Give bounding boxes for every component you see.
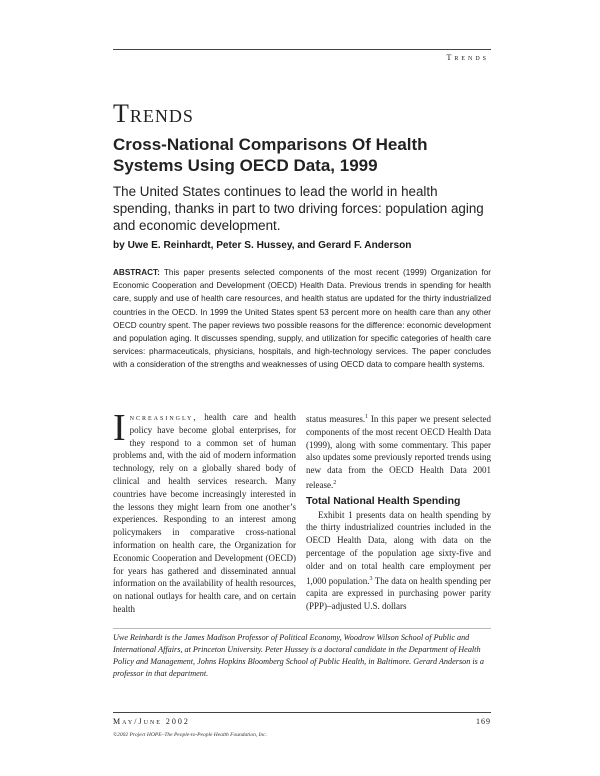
footnote-rule <box>113 628 491 629</box>
body-column-left <box>113 407 296 616</box>
author-footnote: Uwe Reinhardt is the James Madison Professor of Political Economy, Woodrow Wilson School of Public and International Affairs, at Princeton University. Peter Hussey is a doctoral candidate in the Department of Health Policy and Management, Johns Hopkins Bloomberg School of Public Health, in Baltimore. Gerard Anderson is a professor in that department. <box>113 633 484 679</box>
abstract-label: ABSTRACT: <box>113 268 160 277</box>
footnote-ref[interactable]: 3 <box>369 575 373 582</box>
header-rule <box>113 49 491 50</box>
footnote-ref[interactable]: 2 <box>333 479 337 486</box>
footnote-ref[interactable]: 1 <box>365 414 369 420</box>
right-column-text-2: In this paper we present selected components of the most recent OECD Health Data (1999), along with some commentary. This paper also updates some previously reported trends using new data from the OECD Health Data 2001 release. <box>306 414 491 490</box>
article-deck: The United States continues to lead the world in health spending, thanks in part to two driving forces: population aging and economic development. <box>113 184 484 233</box>
opening-smallcaps: ncreasingly, <box>129 412 198 422</box>
right-column-text-3: Exhibit 1 presents data on health spending by the thirty industrialized countries included in the OECD Health Data, along with data on the percentage of the population age sixty-five and older and on total health care employment per 1,000 population. <box>306 509 491 586</box>
copyright-notice: ©2002 Project HOPE–The People-to-People Health Foundation, Inc. <box>113 732 267 738</box>
article-title: Cross-National Comparisons Of Health Systems Using OECD Data, 1999 <box>113 135 428 175</box>
byline: by Uwe E. Reinhardt, Peter S. Hussey, and Gerard F. Anderson <box>113 240 412 251</box>
page-number: 169 <box>476 717 491 726</box>
issue-date: May/June 2002 <box>113 717 190 726</box>
drop-cap: I <box>113 407 126 449</box>
subheading: Total National Health Spending <box>306 494 461 507</box>
body-column-right <box>306 411 491 613</box>
left-column-text: health care and health policy have become global enterprises, for they respond to a common set of human problems and, with the aid of modern information technology, rely on a globally shared body of clinical and health services research. Many countries have become increasingly interested in the lessons they might learn from one another’s experiences. Responding to an interest among policymakers in comparative cross-national information on health care, the Organization for Economic Cooperation and Development (OECD) for years has gathered and disseminated annual information on the availability of health resources, on national outlays for health care, and on certain health <box>113 412 296 614</box>
abstract-text: This paper presents selected components of the most recent (1999) Organization for Economic Cooperation and Development (OECD) Health Data. Previous trends in spending for health care, supply and use of health care resources, and health status are updated for the thirty industrialized countries in the OECD. In 1999 the United States spent 53 percent more on health care than any other OECD country spent. The paper reviews two possible reasons for the difference: economic development and population aging. It discusses spending, supply, and utilization for specific categories of health care services: pharmaceuticals, physicians, hospitals, and high-technology services. The paper concludes with a consideration of the strengths and weaknesses of using OECD data to compare health systems. <box>113 268 491 370</box>
running-head: Trends <box>446 53 489 62</box>
abstract <box>113 266 491 372</box>
right-column-text-1: status measures. <box>306 414 366 424</box>
section-title: Trends <box>113 99 194 128</box>
footer-rule <box>113 712 491 713</box>
right-column-text-4: The data on health spending per capita are expressed in purchasing power parity (PPP)–adjusted U.S. dollars <box>306 575 491 612</box>
